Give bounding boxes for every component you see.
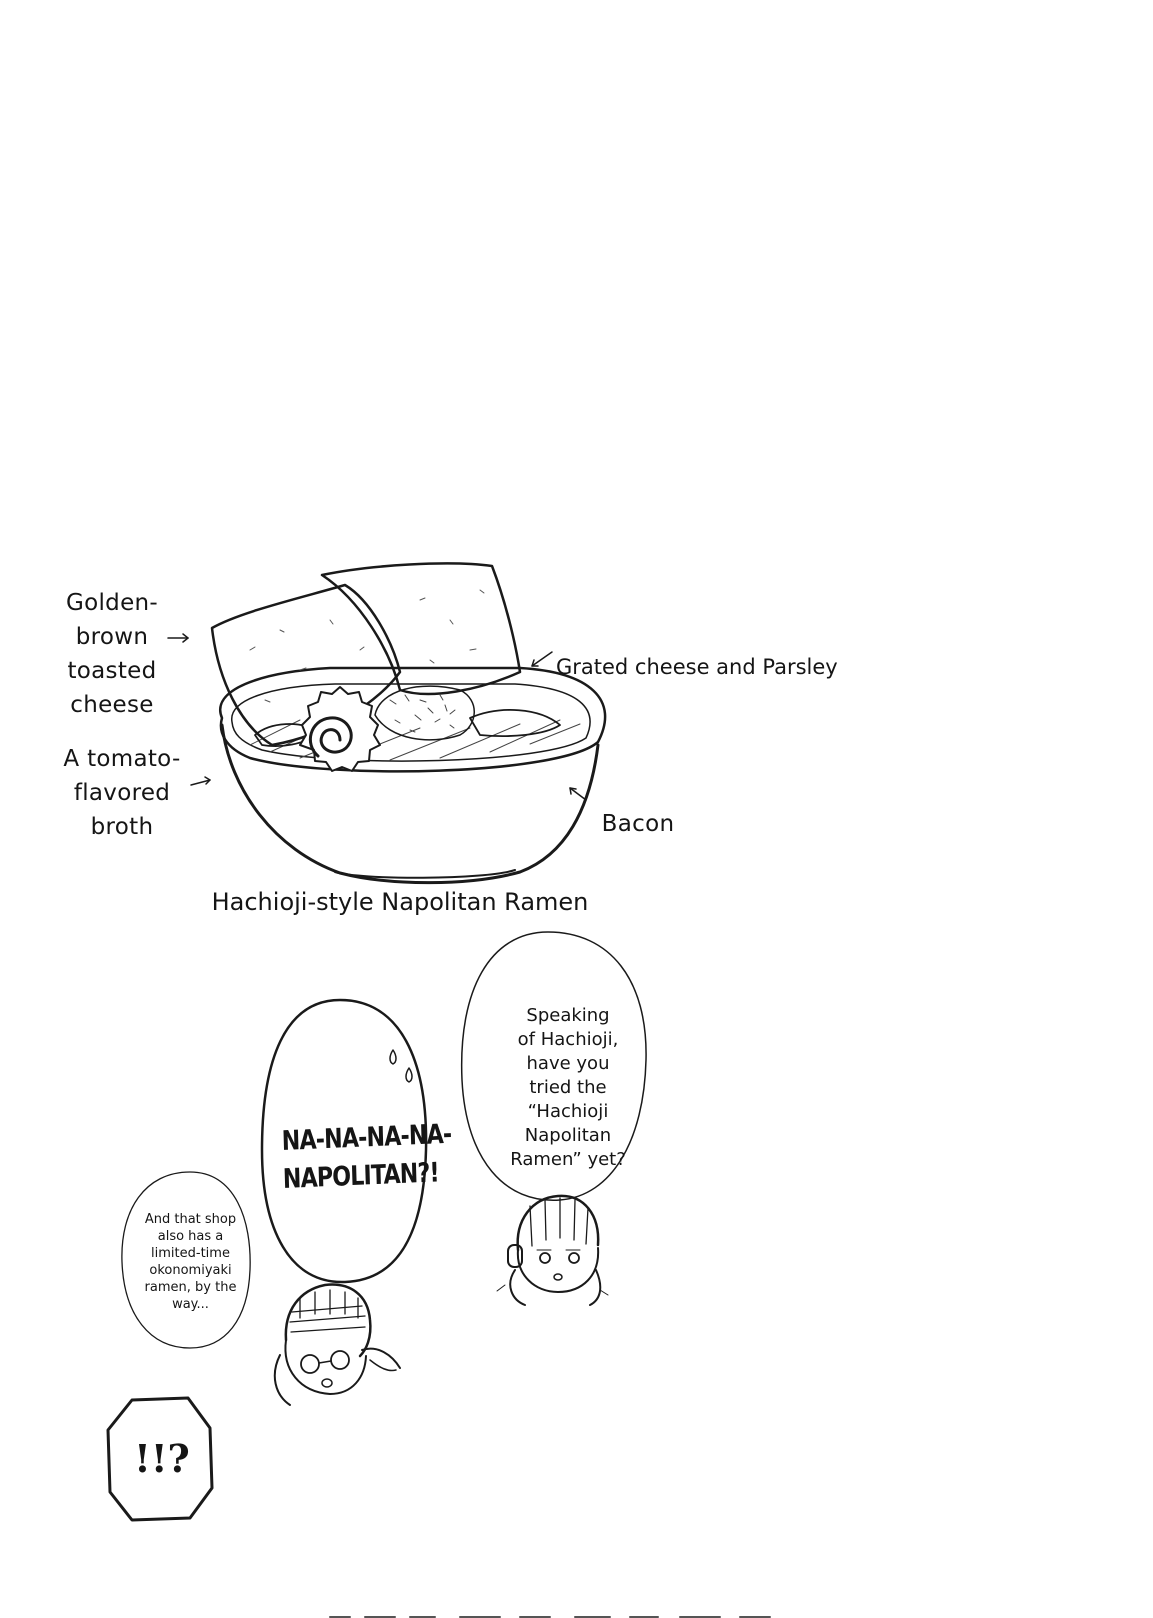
speaking-bubble-text: Speaking of Hachioji, have you tried the “Hachioji Napolitan Ramen” yet? — [510, 1005, 626, 1170]
dish-title: Hachioji-style Napolitan Ramen — [211, 888, 589, 916]
naruto-fishcake — [300, 687, 380, 771]
label-tomato-broth: A tomato- flavored broth — [63, 746, 181, 840]
ramen-bowl-illustration — [212, 563, 605, 882]
label-toasted-cheese: Golden- brown toasted cheese — [65, 590, 158, 718]
shout-bubble-text: NA-NA-NA-NA- NAPOLITAN?! — [281, 1118, 452, 1195]
beanie-character — [275, 1285, 400, 1405]
headphones-character — [497, 1196, 608, 1305]
surprise-bubble-text: !!? — [134, 1436, 190, 1481]
sweat-drops — [390, 1050, 412, 1082]
aside-bubble-text: And that shop also has a limited-time okonomiyaki ramen, by the way... — [144, 1212, 237, 1312]
label-grated-cheese: Grated cheese and Parsley — [556, 655, 838, 679]
label-bacon: Bacon — [601, 811, 675, 837]
